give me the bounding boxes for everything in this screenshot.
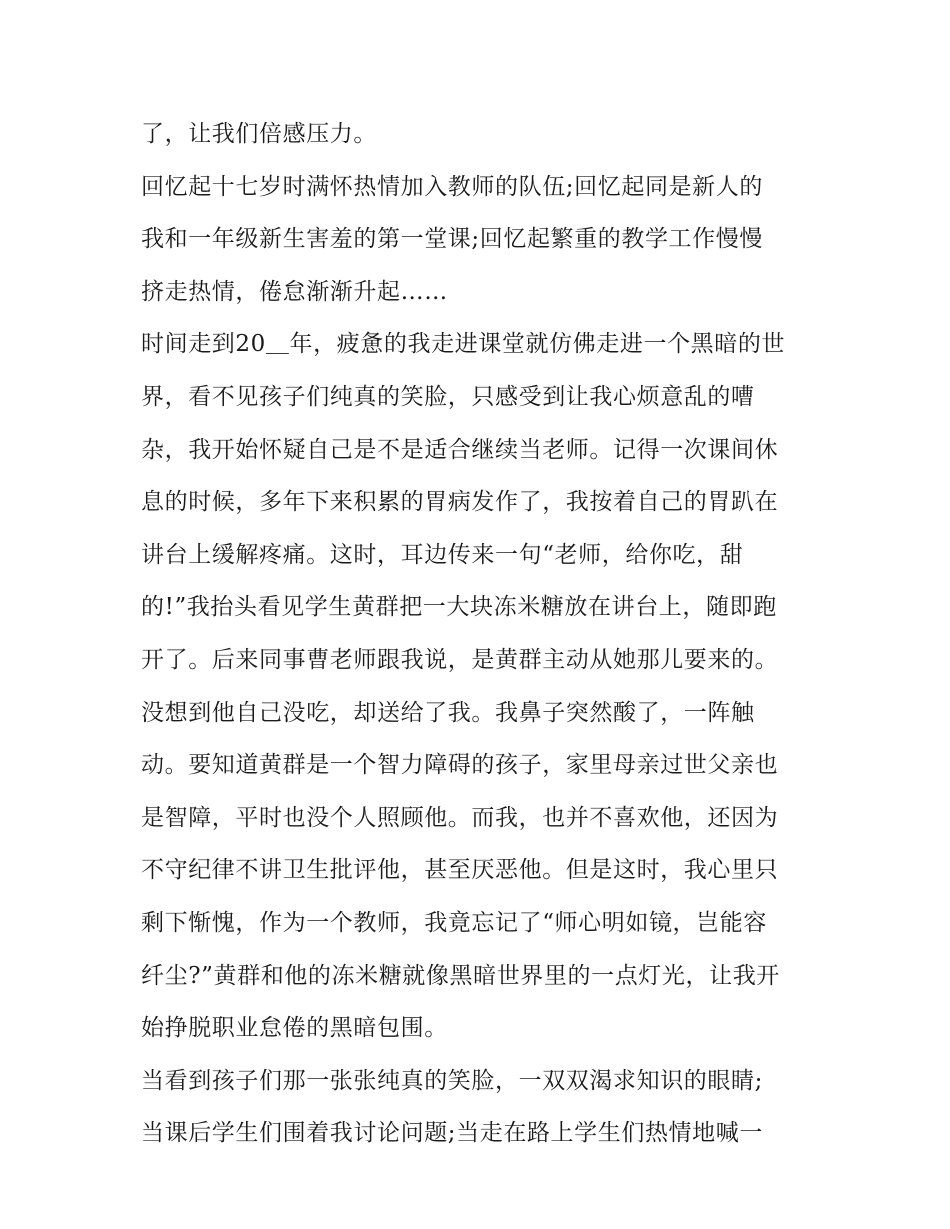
text-line: 当课后学生们围着我讨论问题;当走在路上学生们热情地喊一 xyxy=(141,1120,763,1147)
text-line: 我和一年级新生害羞的第一堂课;回忆起繁重的教学工作慢慢 xyxy=(141,226,763,253)
text-line: 是智障，平时也没个人照顾他。而我，也并不喜欢他，还因为 xyxy=(141,804,779,831)
text-line: 挤走热情，倦怠渐渐升起…… xyxy=(141,278,448,305)
text-line: 始挣脱职业怠倦的黑暗包围。 xyxy=(141,1015,448,1042)
text-line: 回忆起十七岁时满怀热情加入教师的队伍;回忆起同是新人的 xyxy=(141,173,763,200)
text-line: 动。要知道黄群是一个智力障碍的孩子，家里母亲过世父亲也 xyxy=(141,752,779,779)
text-line: 息的时候，多年下来积累的胃病发作了，我按着自己的胃趴在 xyxy=(141,489,779,516)
text-line: 开了。后来同事曹老师跟我说，是黄群主动从她那儿要来的。 xyxy=(141,646,779,673)
text-line: 了，让我们倍感压力。 xyxy=(141,121,377,147)
document-body xyxy=(141,108,821,1160)
text-line: 界，看不见孩子们纯真的笑脸，只感受到让我心烦意乱的嘈 xyxy=(141,383,755,410)
text-line: 剩下惭愧，作为一个教师，我竟忘记了“师心明如镜，岂能容 xyxy=(141,909,767,936)
text-line: 当看到孩子们那一张张纯真的笑脸，一双双渴求知识的眼睛; xyxy=(141,1067,763,1094)
text-line: 纤尘?”黄群和他的冻米糖就像黑暗世界里的一点灯光，让我开 xyxy=(141,962,780,989)
text-line: 杂，我开始怀疑自己是不是适合继续当老师。记得一次课间休 xyxy=(141,436,779,463)
text-line: 时间走到20＿年，疲惫的我走进课堂就仿佛走进一个黑暗的世 xyxy=(141,331,786,358)
text-line: 没想到他自己没吃，却送给了我。我鼻子突然酸了，一阵触 xyxy=(141,699,755,726)
text-line: 的!”我抬头看见学生黄群把一大块冻米糖放在讲台上，随即跑 xyxy=(141,594,777,621)
text-line: 讲台上缓解疼痛。这时，耳边传来一句“老师，给你吃，甜 xyxy=(141,541,744,568)
text-line: 不守纪律不讲卫生批评他，甚至厌恶他。但是这时，我心里只 xyxy=(141,857,779,884)
